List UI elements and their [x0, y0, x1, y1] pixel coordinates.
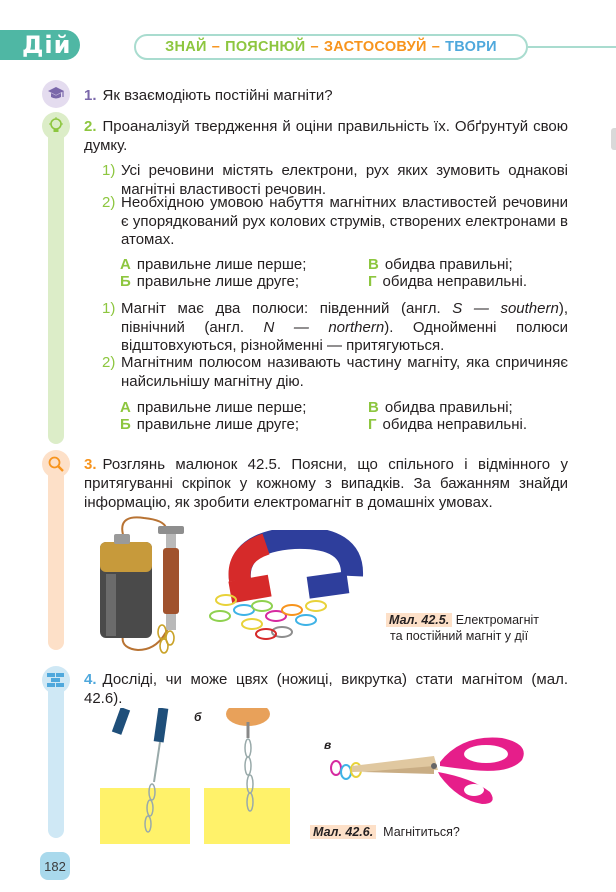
option-letter: Г	[368, 273, 377, 290]
magnifier-icon	[42, 450, 70, 478]
option-text: обидва неправильні.	[382, 416, 528, 433]
statement-number: 1)	[102, 300, 116, 317]
question-4	[84, 670, 568, 708]
question-number: 4.	[84, 671, 97, 688]
horseshoe-magnet-image	[196, 530, 366, 644]
option-letter: Б	[120, 273, 131, 290]
header-rule	[528, 46, 616, 48]
motto-dash: –	[310, 39, 319, 55]
option-v	[368, 256, 513, 273]
motto-create: ТВОРИ	[445, 39, 497, 55]
question-number: 1.	[84, 87, 97, 104]
question-text: Проаналізуй твердження й оціни правильність їх. Обґрунтуй свою думку.	[84, 118, 568, 154]
figure-caption-42-5	[386, 612, 539, 644]
option-letter: В	[368, 256, 379, 273]
question-2	[84, 117, 568, 155]
option-text: правильне лише перше;	[136, 399, 307, 416]
motto-know: ЗНАЙ	[165, 39, 207, 55]
figure-label-b: б	[194, 710, 202, 724]
option-text: правильне лише перше;	[136, 256, 307, 273]
option-b	[120, 416, 299, 433]
motto-explain: ПОЯСНЮЙ	[225, 39, 306, 55]
option-letter: Б	[120, 416, 131, 433]
graduation-cap-icon	[42, 80, 70, 108]
blue-bar	[48, 676, 64, 838]
option-a	[120, 256, 306, 273]
page-number: 182	[40, 852, 70, 880]
statement-number: 2)	[102, 194, 116, 211]
statement-1b	[102, 300, 568, 356]
option-text: обидва неправильні.	[382, 273, 528, 290]
question-number: 2.	[84, 118, 97, 135]
motto-dash: –	[431, 39, 441, 55]
question-text: Розглянь малюнок 42.5. Поясни, що спільного і відмінного у притягуванні скріпок у кожному з випадків. За бажанням знайди інформацію, як зробити електромагніт в домашніх умовах.	[84, 456, 568, 511]
option-letter: А	[120, 399, 131, 416]
lightbulb-icon	[42, 112, 70, 140]
caption-tag: Мал. 42.6.	[310, 825, 376, 839]
option-g	[368, 416, 527, 433]
option-text: обидва правильні;	[384, 399, 513, 416]
option-letter: В	[368, 399, 379, 416]
statement-number: 1)	[102, 162, 116, 179]
caption-text: та постійний магніт у дії	[390, 629, 529, 643]
option-letter: А	[120, 256, 131, 273]
caption-text: Магнітиться?	[383, 825, 460, 839]
bricks-icon	[42, 666, 70, 694]
section-tab	[0, 30, 80, 60]
question-text: Дослідi, чи може цвях (ножиці, викрутка) стати магнітом (мал. 42.6).	[84, 671, 568, 707]
statement-2b	[102, 354, 568, 391]
nail-photo	[204, 708, 290, 844]
statement-text: Магнітним полюсом називають частину магніту, яка спричиняє найсильнішу магнітну дію.	[121, 354, 568, 390]
option-letter: Г	[368, 416, 377, 433]
statement-text: Усі речовини містять електрони, рух яких зумовить однакові магнітні властивості речовин.	[121, 162, 568, 198]
option-b	[120, 273, 299, 290]
question-1	[84, 86, 568, 105]
orange-bar	[48, 460, 64, 650]
section-title: Дій	[22, 31, 72, 59]
electromagnet-image	[96, 508, 196, 660]
green-bar	[48, 118, 64, 444]
figure-caption-42-6	[310, 824, 460, 840]
page-edge-tab	[611, 128, 616, 150]
statement-text: Магніт має два полюси: південний (англ. S — southern), північний (англ. N — northern). Однойменні полюси відштовхуються, різнойменні — притягуються.	[121, 300, 569, 354]
question-number: 3.	[84, 456, 97, 473]
option-a	[120, 399, 306, 416]
statement-number: 2)	[102, 354, 116, 371]
scissors-photo	[322, 726, 532, 806]
option-text: правильне лише друге;	[136, 416, 300, 433]
option-text: правильне лише друге;	[136, 273, 300, 290]
caption-text: Електромагніт	[455, 613, 540, 627]
statement-text: Необхідною умовою набуття магнітних властивостей речовини є упорядкований рух колових струмів, створених електронами в атомах.	[121, 194, 568, 248]
option-g	[368, 273, 527, 290]
question-3	[84, 455, 568, 512]
screwdriver-photo	[100, 708, 190, 844]
motto-dash: –	[211, 39, 221, 55]
figure-label-v: в	[324, 738, 332, 752]
motto-banner	[134, 34, 528, 60]
statement-2	[102, 194, 568, 250]
motto-apply: ЗАСТОСОВУЙ	[323, 39, 427, 55]
caption-tag: Мал. 42.5.	[386, 613, 452, 627]
question-text: Як взаємодіють постійні магніти?	[102, 87, 333, 104]
option-v	[368, 399, 513, 416]
option-text: обидва правильні;	[384, 256, 513, 273]
